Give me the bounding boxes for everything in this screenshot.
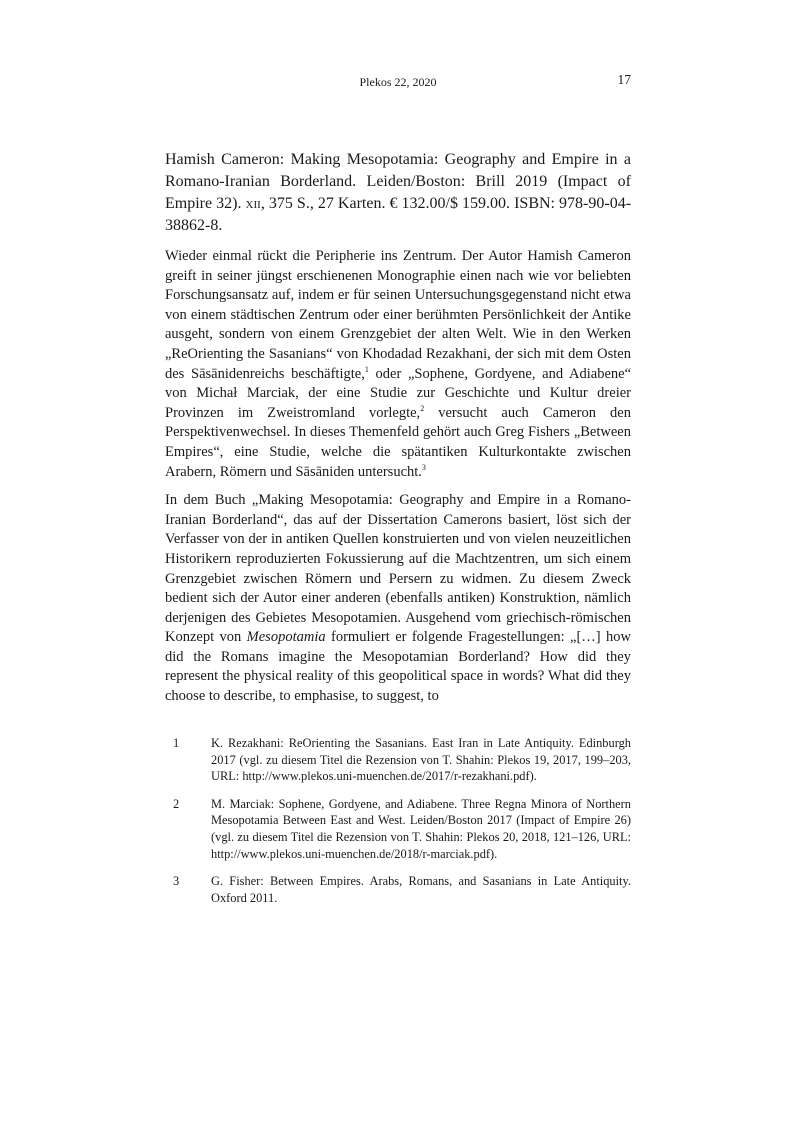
footnote-number: 2 — [173, 796, 180, 811]
review-book-title: Making Mesopotamia: Geography and Empire in a Romano-Iranian Borderland. — [165, 151, 632, 190]
paragraph-1 — [165, 247, 631, 482]
footnote-number: 1 — [173, 736, 180, 750]
paragraph-2-part-a: In dem Buch „Making Mesopotamia: Geography and Empire in a Romano-Iranian Borderland“, das auf der Dissertation Camerons basiert, löst sich der Verfasser von der in antiken Quellen konstruierten und von vielen neuzeitlichen Historikern reproduzierten Fokussierung auf die Machtzentren, um sich einem Grenzgebiet zwischen Römern und Persern zu widmen. Zu diesem Zweck bedient sich der Autor einer anderen (ebenfalls antiken) Konstruktion, nämlich derjenigen des Gebietes Mesopotamien. Ausgehend vom griechisch-römischen Konzept von — [165, 492, 631, 646]
footnote-ref-3[interactable]: 3 — [421, 462, 426, 472]
footnotes — [165, 735, 631, 917]
footnote-ref-2[interactable]: 2 — [420, 403, 425, 413]
page-number: 17 — [617, 72, 631, 87]
paragraph-1-part-b: oder „Sophene, Gordyene, and Adiabene“ von Michał Marciak, der eine Studie zur Geschichte und Kultur dreier Provinzen im Zweistromland vorlegte, — [165, 365, 632, 421]
footnote — [165, 796, 631, 862]
footnote — [165, 735, 631, 785]
paragraph-1-part-c: versucht auch Cameron den Perspektivenwechsel. In dieses Themenfeld gehört auch Greg Fishers „Between Empires“, eine Studie, welche die spätantiken Kulturkontakte zwischen Arabern, Römern und Sāsāniden untersucht. — [165, 404, 631, 480]
paragraph-2 — [165, 491, 631, 707]
journal-title: Plekos 22, 2020 — [359, 75, 437, 89]
footnote-number: 3 — [173, 874, 180, 889]
review-author: Hamish Cameron — [165, 151, 280, 168]
paragraph-2-part-b: formuliert er folgende Fragestellungen: „[…] how did the Romans imagine the Mesopotamian Borderland? How did they represent the physical reality of this geopolitical space in words? What did they choose to describe, to emphasise, to suggest, to — [165, 629, 631, 705]
review-citation: Hamish Cameron: Making Mesopotamia: Geography and Empire in a Romano-Iranian Borderland. Leiden/Boston: Brill 2019 (Impact of Empire 32). xii, 375 S., 27 Karten. € 132.00/$ 159.00. ISBN: 978-90-04-38862-8. — [165, 151, 632, 234]
review-details: , 375 S., 27 Karten. € 132.00/$ 159.00. ISBN: 978-90-04-38862-8. — [165, 195, 632, 234]
footnote-text: K. Rezakhani: ReOrienting the Sasanians. East Iran in Late Antiquity. Edinburgh 2017 (vgl. zu diesem Titel die Rezension von T. Shahin: Plekos 19, 2017, 199–203, URL: http://www.plekos.uni-muenchen.de/2017/r-rezakhani.pdf). — [211, 736, 631, 784]
review-roman-pages: xii — [245, 195, 261, 212]
paragraph-1-part-a: Wieder einmal rückt die Peripherie ins Zentrum. Der Autor Hamish Cameron greift in seiner jüngst erschienenen Monographie einen nach wie vor beliebten Forschungsansatz auf, indem er für seinen Untersuchungsgegenstand nicht etwa von einem städtischen Zentrum oder einer berühmten Persönlichkeit der Antike ausgeht, sondern von einem Grenzgebiet der alten Welt. Wie in den Werken „ReOrienting the Sasanians“ von Khodadad Rezakhani, der sich mit dem Osten des Sāsānidenreichs beschäftigte, — [165, 248, 631, 382]
footnote — [165, 873, 631, 906]
body-text — [165, 247, 631, 716]
footnote-text: G. Fisher: Between Empires. Arabs, Romans, and Sasanians in Late Antiquity. Oxford 2011. — [211, 874, 631, 905]
running-head — [165, 74, 631, 90]
footnote-ref-1[interactable]: 1 — [364, 364, 369, 374]
review-publisher: Leiden/Boston: Brill 2019 (Impact of Empire 32). — [165, 173, 632, 212]
page — [165, 0, 631, 1131]
footnote-text: M. Marciak: Sophene, Gordyene, and Adiabene. Three Regna Minora of Northern Mesopotamia Between East and West. Leiden/Boston 2017 (Impact of Empire 26) (vgl. zu diesem Titel die Rezension von T. Shahin: Plekos 20, 2018, 121–126, URL: http://www.plekos.uni-muenchen.de/2018/r-marciak.pdf). — [211, 796, 631, 861]
paragraph-2-italic-term: Mesopotamia — [246, 629, 326, 646]
